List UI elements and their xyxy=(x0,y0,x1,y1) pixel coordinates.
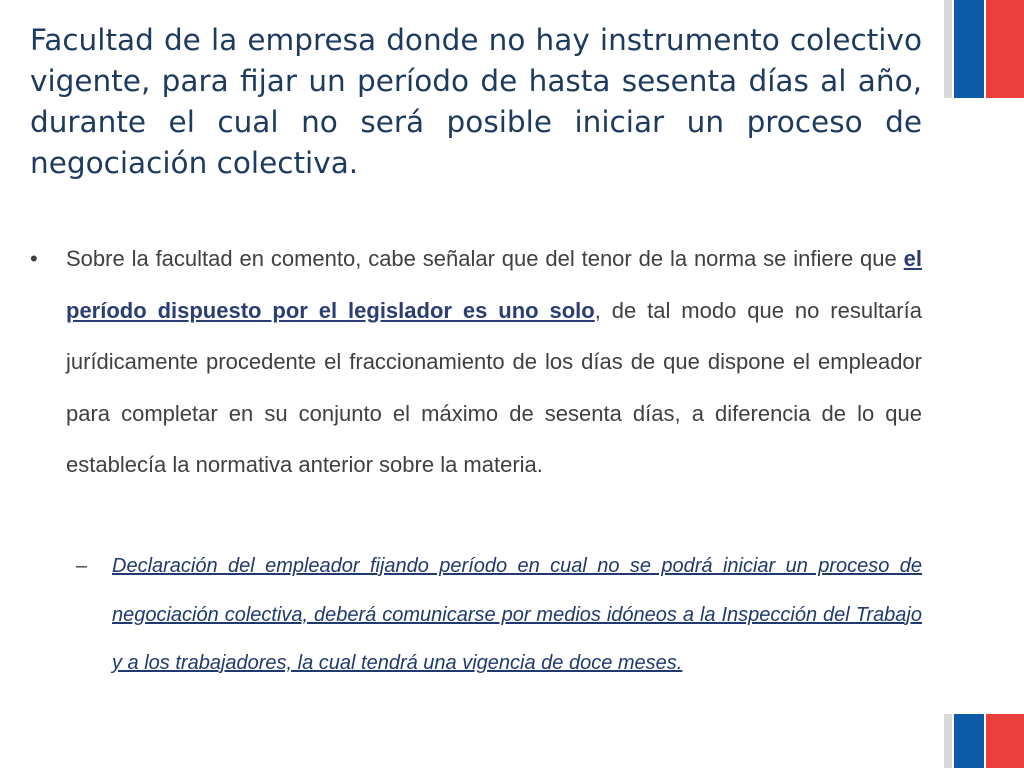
bullet-item xyxy=(30,233,922,491)
flag-blue-stripe xyxy=(954,0,984,98)
bullet-text-after: , de tal modo que no resultaría jurídicamente procedente el fraccionamiento de los días de que dispone el empleador para completar en su conjunto el máximo de sesenta días, a diferencia de lo que establecía la normativa anterior sobre la materia. xyxy=(66,297,922,477)
flag-shadow xyxy=(944,714,952,768)
bullet-text xyxy=(66,233,922,491)
flag-blue-stripe xyxy=(954,714,984,768)
bullet-emphasis: el período dispuesto por el legislador es uno solo xyxy=(66,246,922,323)
flag-red-stripe xyxy=(986,714,1024,768)
slide-title: Facultad de la empresa donde no hay instrumento colectivo vigente, para fijar un período de hasta sesenta días al año, durante el cual no será posible iniciar un proceso de negociación colectiva. xyxy=(30,23,922,180)
flag-red-stripe xyxy=(986,0,1024,98)
sub-item xyxy=(76,542,922,688)
flag-decoration-bottom xyxy=(944,714,1024,768)
sub-item-text: Declaración del empleador fijando período en cual no se podrá iniciar un proceso de negociación colectiva, deberá comunicarse por medios idóneos a la Inspección del Trabajo y a los trabajadores, la cual tendrá una vigencia de doce meses. xyxy=(112,555,922,674)
dash-marker: – xyxy=(76,555,88,577)
bullet-text-before: Sobre la facultad en comento, cabe señalar que del tenor de la norma se infiere que xyxy=(66,246,904,271)
flag-shadow xyxy=(944,0,952,98)
flag-decoration-top xyxy=(944,0,1024,98)
bullet-marker: • xyxy=(30,246,38,271)
